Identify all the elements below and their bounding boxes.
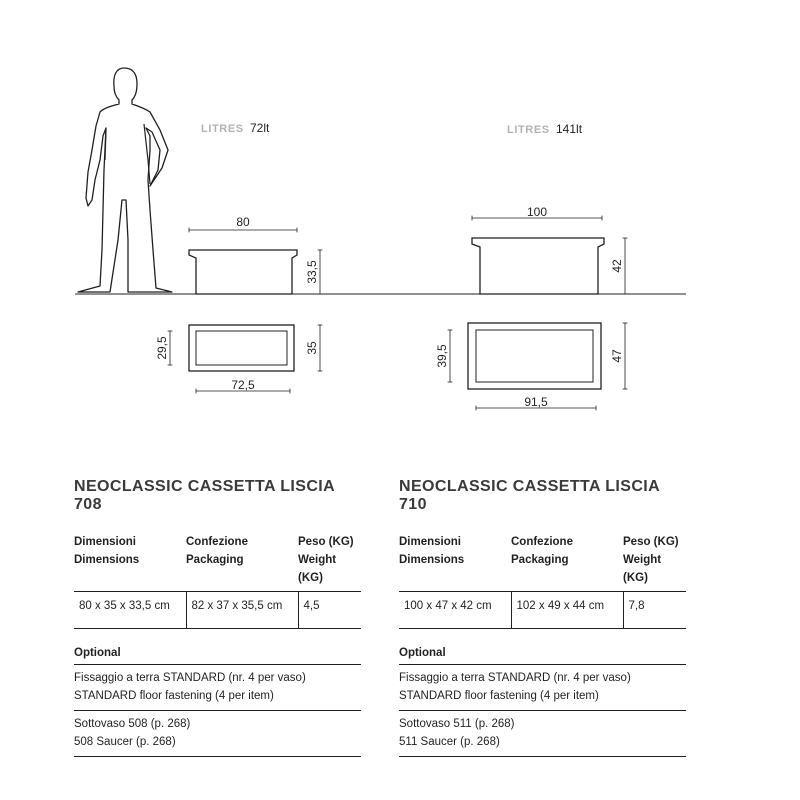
optional-title: Optional — [399, 647, 686, 665]
spec-block-708 — [74, 478, 361, 757]
packaging-value: 82 x 37 x 35,5 cm — [186, 592, 298, 629]
weight-value: 7,8 — [623, 592, 686, 629]
optional-title: Optional — [74, 647, 361, 665]
litres-label-710: LITRES — [507, 124, 550, 136]
height-dim-710: 42 — [610, 259, 624, 273]
spec-table — [399, 533, 686, 629]
litres-value-708: 72lt — [250, 121, 270, 135]
product-title: NEOCLASSIC CASSETTA LISCIA 710 — [399, 478, 660, 513]
optional-item-saucer: Sottovaso 508 (p. 268) 508 Saucer (p. 268) — [74, 711, 361, 757]
planter-plan-outer-708 — [189, 325, 294, 371]
optional-item-floor-fastening: Fissaggio a terra STANDARD (nr. 4 per vaso) STANDARD floor fastening (4 per item) — [74, 665, 361, 711]
planter-plan-inner-708 — [196, 331, 287, 365]
packaging-value: 102 x 49 x 44 cm — [511, 592, 623, 629]
planter-plan-outer-710 — [468, 323, 601, 389]
header-weight: Peso (KG) Weight (KG) — [623, 533, 686, 592]
outer-height-dim-710: 47 — [610, 349, 624, 363]
figure-arm-detail — [105, 124, 150, 184]
weight-value: 4,5 — [298, 592, 361, 629]
header-packaging: Confezione Packaging — [511, 533, 623, 592]
spec-block-710 — [399, 478, 686, 757]
inner-height-dim-708: 29,5 — [155, 336, 169, 360]
optional-item-floor-fastening: Fissaggio a terra STANDARD (nr. 4 per vaso) STANDARD floor fastening (4 per item) — [399, 665, 686, 711]
header-dimensions: Dimensioni Dimensions — [74, 533, 186, 592]
dimensions-value: 80 x 35 x 33,5 cm — [74, 592, 186, 629]
product-title: NEOCLASSIC CASSETTA LISCIA 708 — [74, 478, 335, 513]
header-dimensions: Dimensioni Dimensions — [399, 533, 511, 592]
inner-height-dim-710: 39,5 — [435, 344, 449, 368]
header-weight: Peso (KG) Weight (KG) — [298, 533, 361, 592]
width-dim-708: 80 — [236, 215, 250, 229]
litres-label-708: LITRES — [201, 123, 244, 135]
outer-height-dim-708: 35 — [305, 341, 319, 355]
inner-width-dim-710: 91,5 — [524, 395, 548, 409]
dimensions-value: 100 x 47 x 42 cm — [399, 592, 511, 629]
optional-item-saucer: Sottovaso 511 (p. 268) 511 Saucer (p. 268) — [399, 711, 686, 757]
litres-value-710: 141lt — [556, 122, 583, 136]
header-packaging: Confezione Packaging — [186, 533, 298, 592]
width-dim-710: 100 — [526, 205, 548, 219]
human-scale-figure — [78, 68, 172, 292]
spec-table — [74, 533, 361, 629]
inner-width-dim-708: 72,5 — [231, 378, 255, 392]
height-dim-708: 33,5 — [305, 260, 319, 284]
planter-plan-inner-710 — [476, 330, 593, 382]
planter-elevation-708 — [189, 250, 297, 294]
planter-elevation-710 — [472, 238, 604, 294]
